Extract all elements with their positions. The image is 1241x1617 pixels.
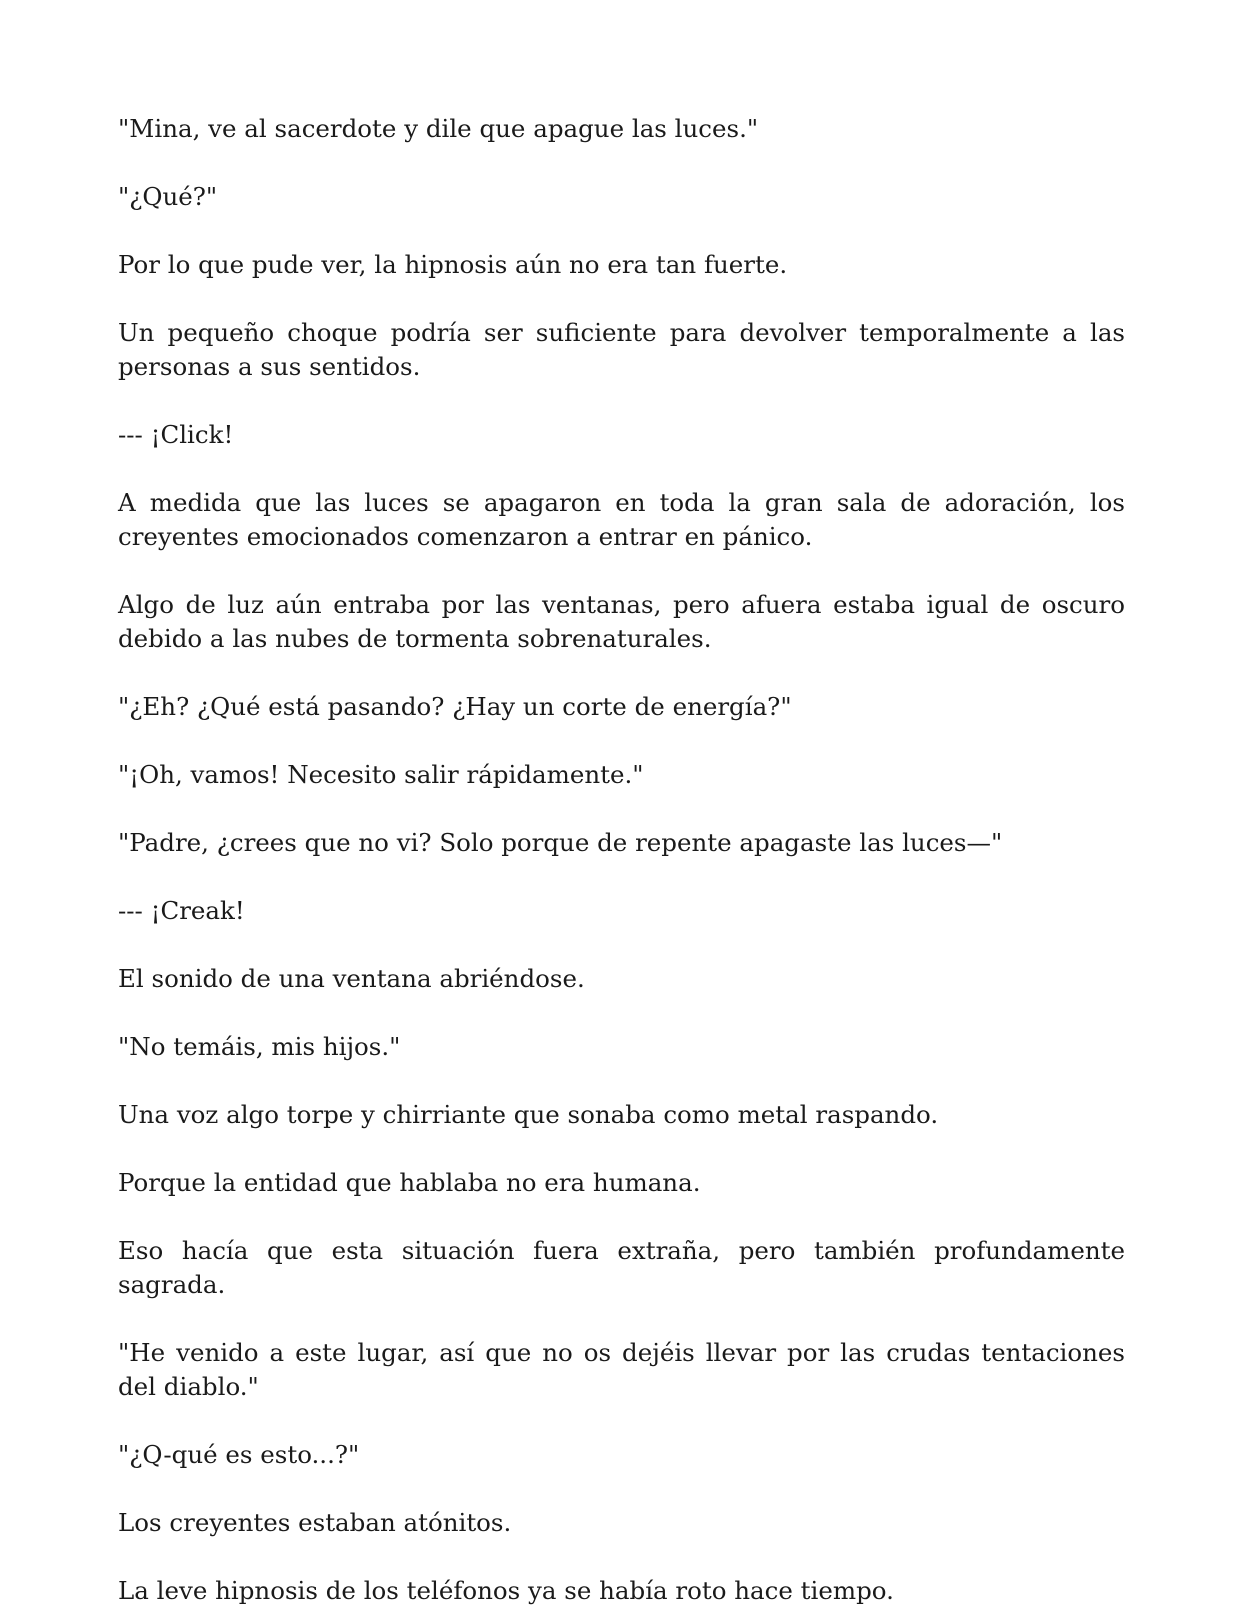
document-page [118, 112, 1125, 1608]
paragraph: El sonido de una ventana abriéndose. [118, 964, 585, 993]
paragraph: --- ¡Creak! [118, 896, 245, 925]
paragraph: Un pequeño choque podría ser suficiente para devolver temporalmente a las personas a sus sentidos. [118, 318, 1125, 381]
paragraph: "Mina, ve al sacerdote y dile que apague las luces." [118, 114, 759, 143]
paragraph: "He venido a este lugar, así que no os dejéis llevar por las crudas tentaciones del diablo." [118, 1338, 1125, 1401]
paragraph: Algo de luz aún entraba por las ventanas, pero afuera estaba igual de oscuro debido a las nubes de tormenta sobrenaturales. [118, 590, 1125, 653]
paragraph: La leve hipnosis de los teléfonos ya se había roto hace tiempo. [118, 1576, 894, 1605]
paragraph: Los creyentes estaban atónitos. [118, 1508, 512, 1537]
paragraph: Por lo que pude ver, la hipnosis aún no era tan fuerte. [118, 250, 788, 279]
paragraph: Porque la entidad que hablaba no era humana. [118, 1168, 701, 1197]
paragraph: Una voz algo torpe y chirriante que sonaba como metal raspando. [118, 1100, 939, 1129]
paragraph: "¿Eh? ¿Qué está pasando? ¿Hay un corte de energía?" [118, 692, 792, 721]
paragraph: "¿Q-qué es esto...?" [118, 1440, 360, 1469]
paragraph: "Padre, ¿crees que no vi? Solo porque de repente apagaste las luces—" [118, 828, 1003, 857]
paragraph: "No temáis, mis hijos." [118, 1032, 401, 1061]
paragraph: "¡Oh, vamos! Necesito salir rápidamente." [118, 760, 644, 789]
paragraph: Eso hacía que esta situación fuera extraña, pero también profundamente sagrada. [118, 1236, 1125, 1299]
paragraph: A medida que las luces se apagaron en toda la gran sala de adoración, los creyentes emocionados comenzaron a entrar en pánico. [118, 488, 1125, 551]
paragraph: "¿Qué?" [118, 182, 218, 211]
paragraph: --- ¡Click! [118, 420, 234, 449]
